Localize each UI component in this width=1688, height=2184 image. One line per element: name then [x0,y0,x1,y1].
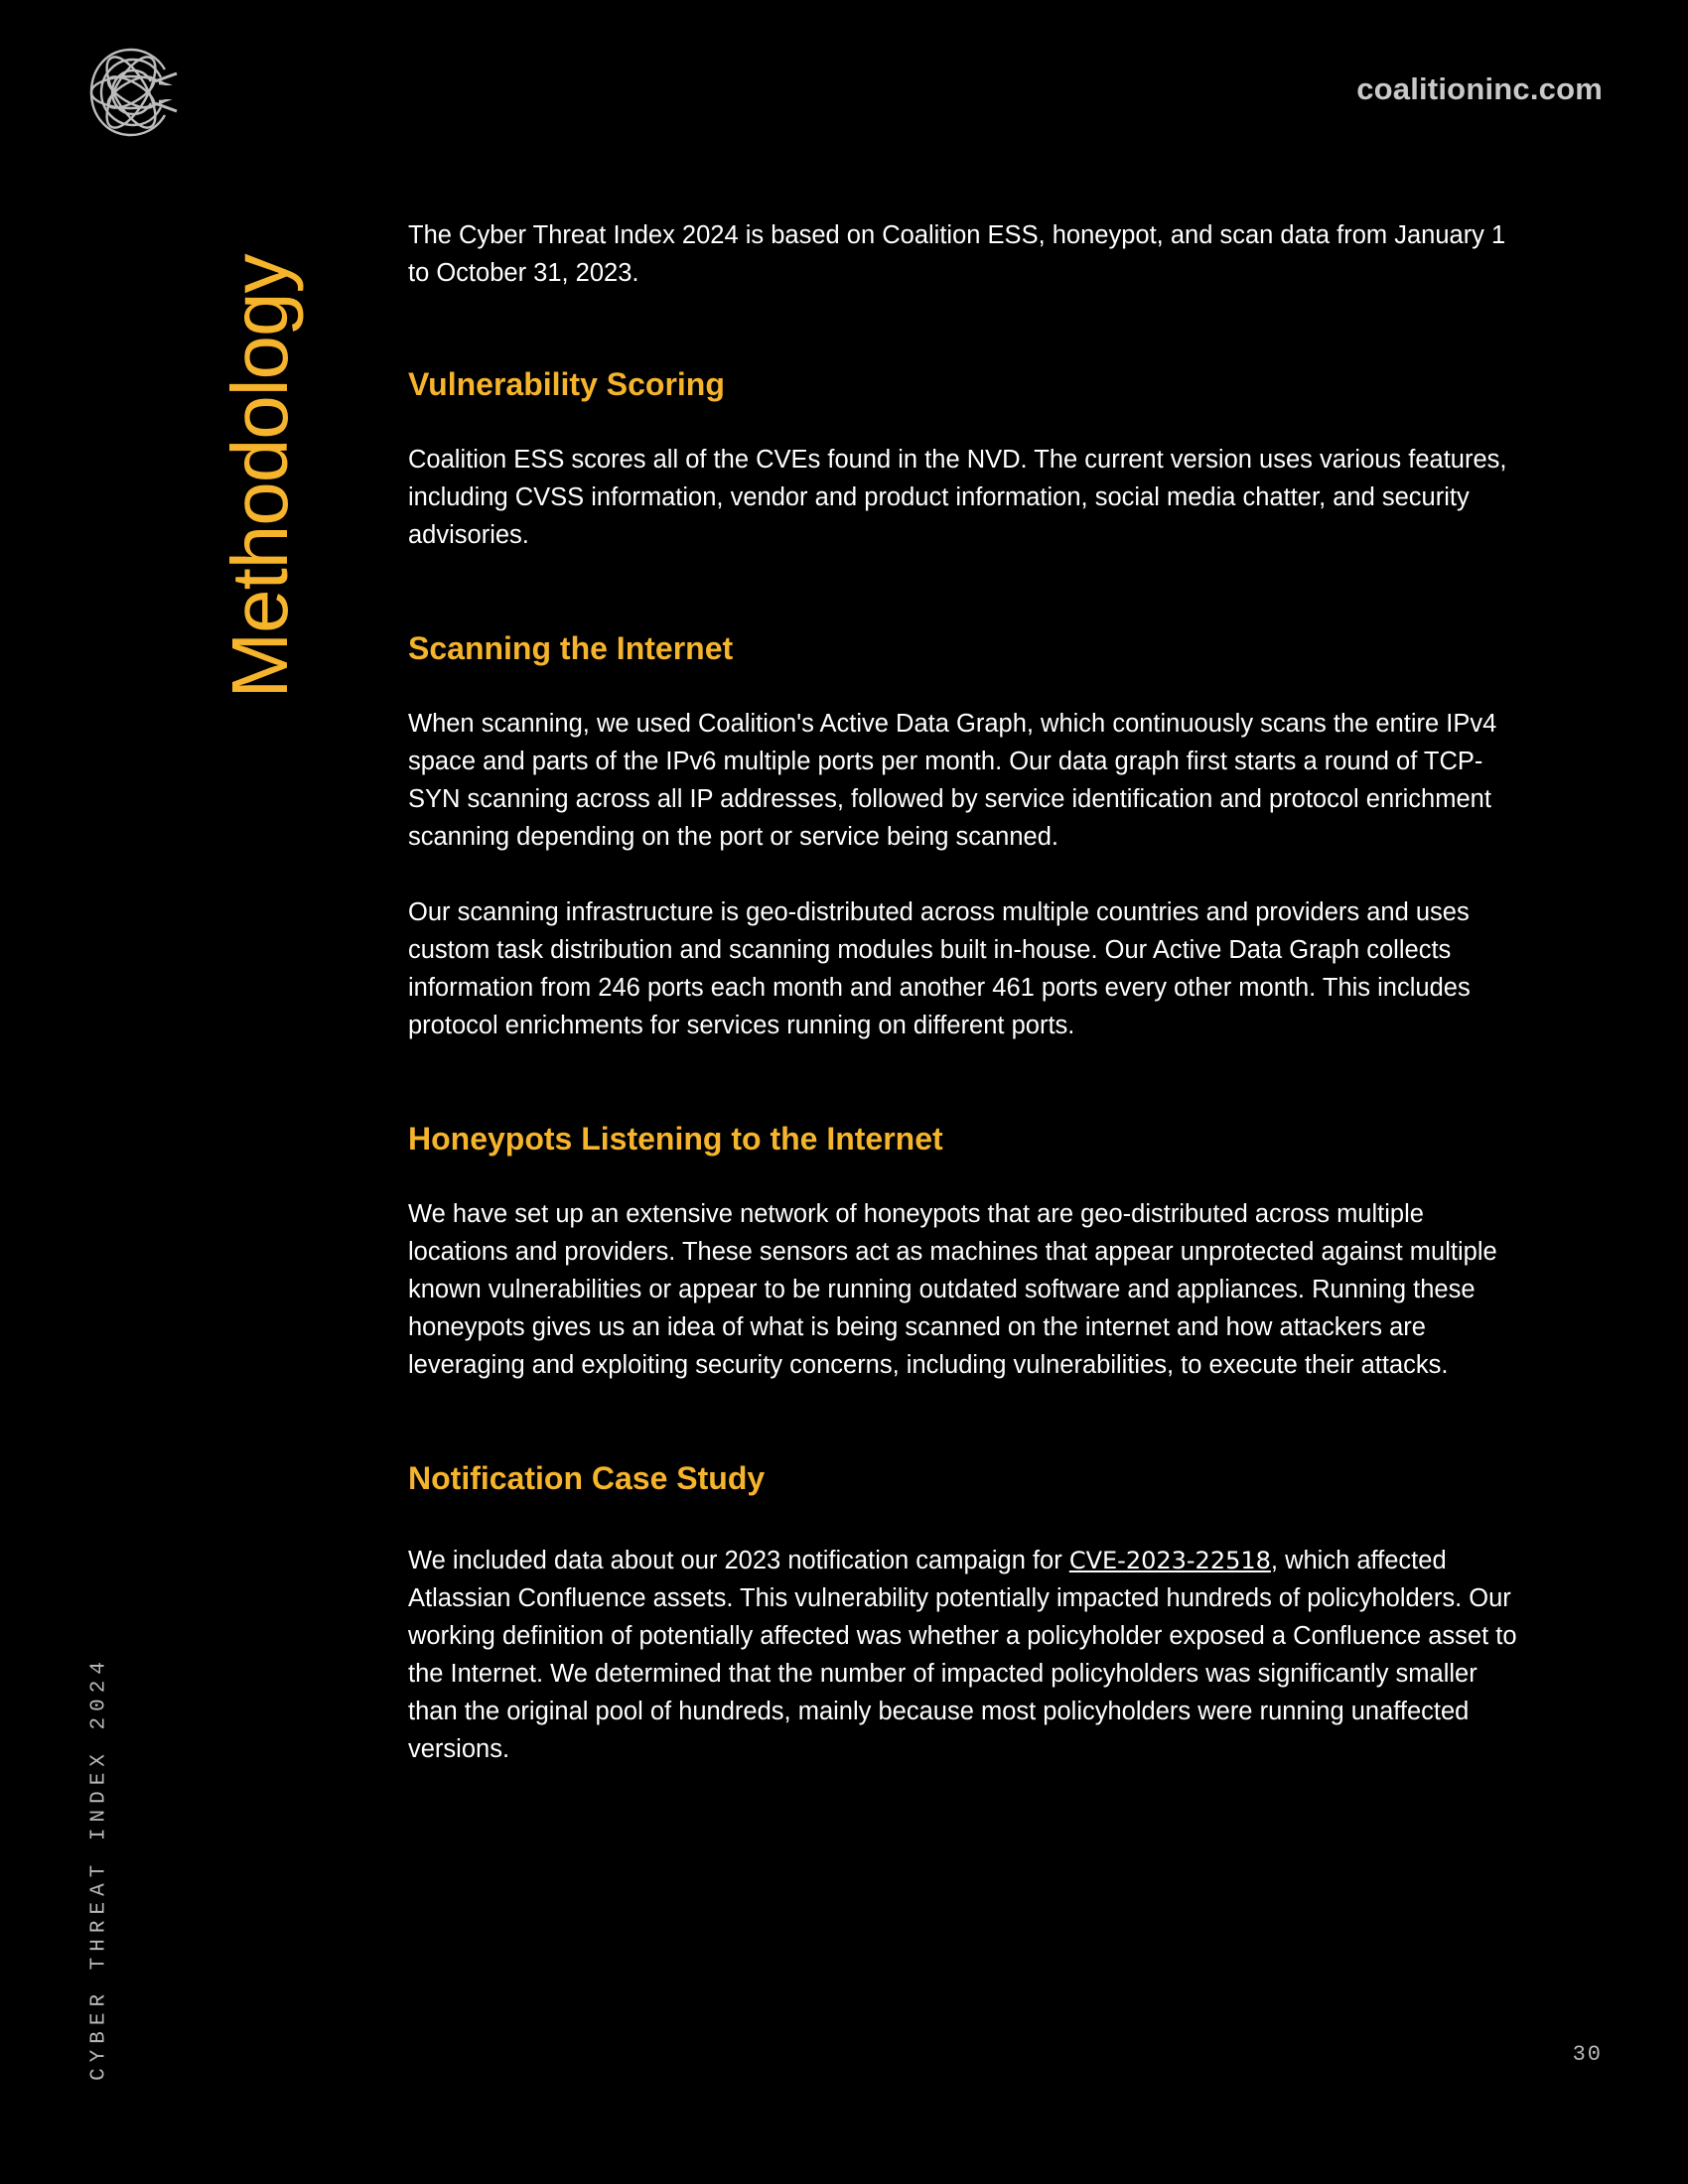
footer-brand-label: CYBER THREAT INDEX 2024 [87,1656,111,2081]
notification-text-start: We included data about our 2023 notification campaign for [408,1547,1069,1574]
cve-link[interactable]: CVE-2023-22518 [1068,1547,1271,1574]
main-content [408,216,1518,1768]
scanning-heading: Scanning the Internet [408,630,734,666]
honeypots-paragraph: We have set up an extensive network of honeypots that are geo-distributed across multiple locations and providers. These sensors act as machines that appear unprotected against multiple known vulnerabilities or appear to be running outdated software and appliances. Running these honeypots gives us an idea of what is being scanned on the internet and how attackers are leveraging and exploiting security concerns, including vulnerabilities, to execute their attacks. [408,1200,1497,1379]
scanning-paragraph-1: When scanning, we used Coalition's Active Data Graph, which continuously scans the entire IPv4 space and parts of the IPv6 multiple ports per month. Our data graph first starts a round of TCP-SYN scanning across all IP addresses, followed by service identification and protocol enrichment scanning depending on the port or service being scanned. [408,710,1497,851]
notification-text-end: , which affected Atlassian Confluence assets. This vulnerability potentially impacted hundreds of policyholders. Our working definition of potentially affected was whether a policyholder exposed a Confluence asset to the Internet. We determined that the number of impacted policyholders was significantly smaller than the original pool of hundreds, mainly because most policyholders were running unaffected versions. [408,1547,1517,1763]
intro-paragraph: The Cyber Threat Index 2024 is based on Coalition ESS, honeypot, and scan data from January 1 to October 31, 2023. [408,221,1506,287]
page-number: 30 [1572,2042,1603,2067]
vulnerability-scoring-heading: Vulnerability Scoring [408,366,725,402]
vulnerability-scoring-paragraph: Coalition ESS scores all of the CVEs found in the NVD. The current version uses various features, including CVSS information, vendor and product information, social media chatter, and security advisories. [408,446,1507,549]
scanning-paragraph-2: Our scanning infrastructure is geo-distributed across multiple countries and providers and uses custom task distribution and scanning modules built in-house. Our Active Data Graph collects information from 246 ports each month and another 461 ports every other month. This includes protocol enrichments for services running on different ports. [408,898,1471,1039]
notification-heading: Notification Case Study [408,1460,766,1496]
notification-paragraph [408,1542,1518,1768]
honeypots-heading: Honeypots Listening to the Internet [408,1121,943,1157]
coalition-logo-icon[interactable] [85,44,181,141]
site-url[interactable]: coalitioninc.com [1356,71,1603,106]
section-title: Methodology [215,254,304,699]
